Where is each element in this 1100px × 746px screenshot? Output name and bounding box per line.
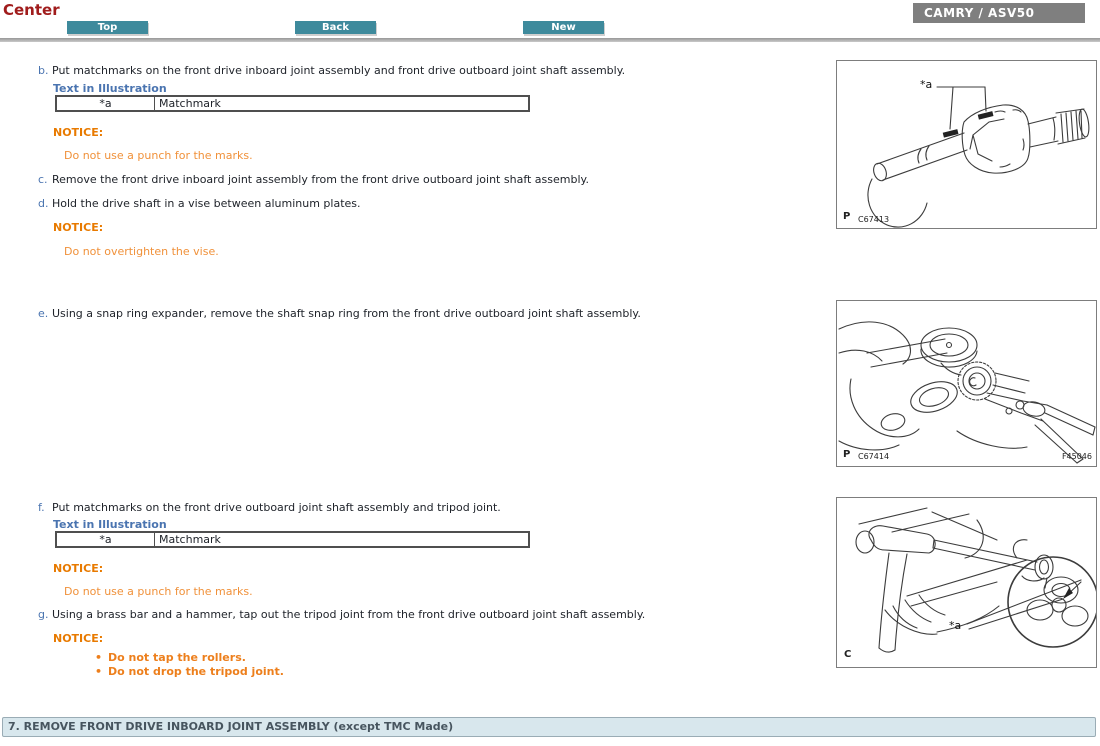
step-letter: d. (38, 197, 49, 210)
top-button[interactable]: Top (67, 21, 148, 34)
step-d (38, 197, 828, 210)
step-text: Using a snap ring expander, remove the shaft snap ring from the front drive outboard joint shaft assembly. (52, 307, 641, 320)
figure-code-prefix: P (843, 449, 851, 460)
step-letter: g. (38, 608, 49, 621)
step-b (38, 64, 828, 77)
step-letter: c. (38, 173, 48, 186)
step-text: Hold the drive shaft in a vise between aluminum plates. (52, 197, 361, 210)
step-text: Remove the front drive inboard joint assembly from the front drive outboard joint shaft assembly. (52, 173, 589, 186)
step-g (38, 608, 828, 621)
notice-label: NOTICE: (53, 221, 104, 234)
notice-text: Do not use a punch for the marks. (64, 149, 253, 162)
step-c (38, 173, 828, 186)
table-key-cell: *a (57, 533, 155, 546)
notice-label: NOTICE: (53, 632, 104, 645)
illustration-table (55, 531, 530, 548)
step-f (38, 501, 828, 514)
figure-code: C67413 (858, 215, 890, 224)
step-text: Put matchmarks on the front drive inboard joint assembly and front drive outboard joint shaft assembly. (52, 64, 626, 77)
notice-bullet-list (95, 651, 284, 678)
figure-tripod-tap-out (836, 497, 1097, 668)
vehicle-badge: CAMRY / ASV50 (913, 3, 1085, 23)
table-key-cell: *a (57, 97, 155, 110)
notice-label: NOTICE: (53, 562, 104, 575)
step-text: Put matchmarks on the front drive outboard joint shaft assembly and tripod joint. (52, 501, 501, 514)
figure-code-prefix: P (843, 211, 851, 222)
figure-code: C67414 (858, 452, 890, 461)
header-divider (0, 38, 1100, 42)
notice-text: Do not overtighten the vise. (64, 245, 219, 258)
figure-code-prefix: C (844, 649, 852, 660)
figure-inboard-joint-matchmarks (836, 60, 1097, 229)
figure-callout: *a (949, 619, 962, 632)
back-button[interactable]: Back (295, 21, 376, 34)
notice-label: NOTICE: (53, 126, 104, 139)
illustration-table (55, 95, 530, 112)
step-letter: f. (38, 501, 45, 514)
page-title: Center (3, 1, 60, 19)
text-in-illustration-title: Text in Illustration (53, 82, 167, 95)
figure-code-right: F45046 (1061, 452, 1092, 461)
step-letter: b. (38, 64, 49, 77)
section-heading-remove-inboard-joint: 7. REMOVE FRONT DRIVE INBOARD JOINT ASSEMBLY (except TMC Made) (2, 717, 1096, 737)
notice-text: Do not use a punch for the marks. (64, 585, 253, 598)
table-value-cell: Matchmark (159, 533, 221, 546)
notice-bullet-item: • Do not drop the tripod joint. (95, 665, 284, 679)
snap-ring-drawing (837, 301, 1096, 466)
step-letter: e. (38, 307, 49, 320)
new-button[interactable]: New (523, 21, 604, 34)
text-in-illustration-title: Text in Illustration (53, 518, 167, 531)
tripod-drawing (837, 498, 1096, 667)
figure-snap-ring-removal (836, 300, 1097, 467)
step-text: Using a brass bar and a hammer, tap out the tripod joint from the front drive outboard joint shaft assembly. (52, 608, 646, 621)
figure-callout: *a (920, 78, 933, 91)
inboard-joint-drawing (837, 61, 1096, 228)
table-value-cell: Matchmark (159, 97, 221, 110)
step-e (38, 307, 828, 320)
notice-bullet-item: • Do not tap the rollers. (95, 651, 284, 665)
